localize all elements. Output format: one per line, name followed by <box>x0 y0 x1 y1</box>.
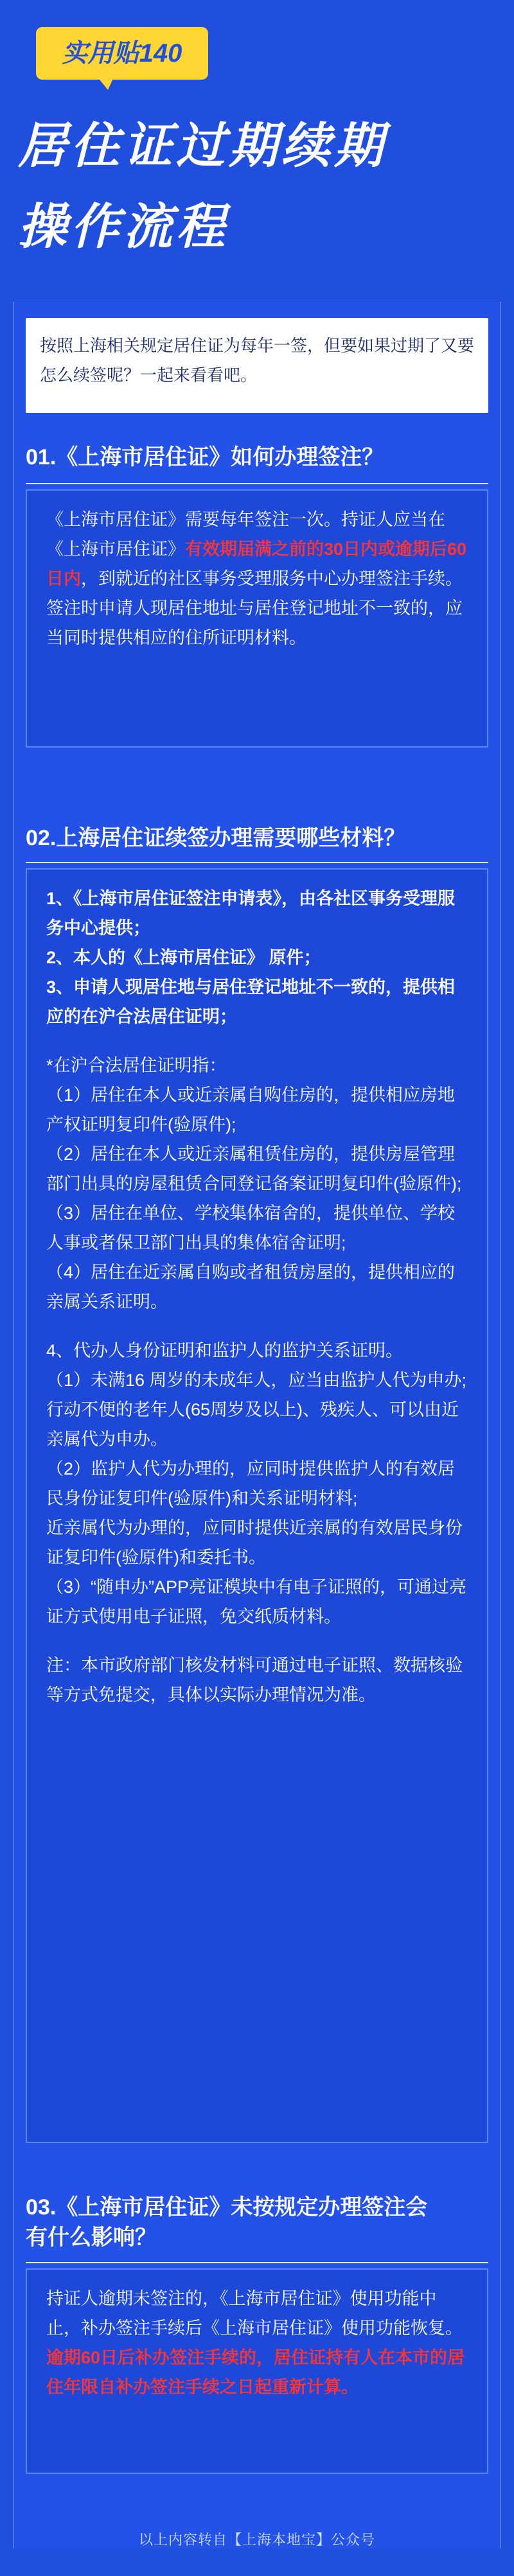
section-3-title-line-1: 03.《上海市居住证》未按规定办理签注会 <box>26 2195 428 2220</box>
intro-box: 按照上海相关规定居住证为每年一签，但要如果过期了又要怎么续签呢？一起来看看吧。 <box>26 318 488 413</box>
section-3-title-line-2: 有什么影响？ <box>26 2225 157 2250</box>
section-2-card <box>26 868 488 2143</box>
section-1-text-b: ，到就近的社区事务受理服务中心办理签注手续。签注时申请人现居住地址与居住登记地址不一致的，应当同时提供相应的住所证明材料。 <box>46 569 463 647</box>
section-3-highlight: 逾期60日后补办签注手续的，居住证持有人在本市的居住年限自补办签注手续之日起重新计算。 <box>46 2348 465 2397</box>
section-2-list-b: *在沪合法居住证明指： （1）居住在本人或近亲属自购住房的，提供相应房地产权证明复印件(验原件); （2）居住在本人或近亲属租赁住房的，提供房屋管理部门出具的房屋租赁合同登记备案证明复印件(验原件); （3）居住在单位、学校集体宿舍的，提供单位、学校人事或者保卫部门出具的集体宿舍证明; （4）居住在近亲属自购或者租赁房屋的，提供相应的亲属关系证明。 <box>46 1056 462 1311</box>
footer-credit: 以上内容转自【上海本地宝】公众号 <box>138 2532 375 2548</box>
tag-pointer-icon <box>96 76 114 90</box>
section-3-divider <box>26 2262 488 2263</box>
page-title-line-2: 操作流程 <box>18 200 229 254</box>
section-2-list-c: 4、代办人身份证明和监护人的监护关系证明。 （1）未满16 周岁的未成年人，应当由监护人代为申办;行动不便的老年人(65周岁及以上)、残疾人、可以由近亲属代为申办。 （2）监护人代为办理的，应同时提供监护人的有效居民身份证复印件(验原件)和关系证明材料; 近亲属代为办理的，应同时提供近亲属的有效居民身份证复印件(验原件)和委托书。 （3）“随申办”APP亮证模块中有电子证照的，可通过亮证方式使用电子证照，免交纸质材料。 <box>46 1341 467 1626</box>
section-1-highlight: 有效期届满之前的30日内或逾期后60日内 <box>46 539 467 588</box>
header <box>0 0 514 295</box>
page-title-line-1: 居住证过期续期 <box>18 119 387 173</box>
section-1-card <box>26 489 488 748</box>
section-3-text-a: 持证人逾期未签注的，《上海市居住证》使用功能中止，补办签注手续后《上海市居住证》使用功能恢复。 <box>46 2289 463 2338</box>
section-3-body <box>46 2284 468 2402</box>
section-1-text-a: 《上海市居住证》需要每年签注一次。持证人应当在《上海市居住证》 <box>46 510 445 559</box>
section-2-note: 注：本市政府部门核发材料可通过电子证照、数据核验等方式免提交，具体以实际办理情况为准。 <box>46 1656 463 1704</box>
section-2-title: 02.上海居住证续签办理需要哪些材料？ <box>26 826 406 850</box>
section-2-divider <box>26 862 488 863</box>
section-1-title: 01.《上海市居住证》如何办理签注？ <box>26 445 384 469</box>
section-1-body <box>46 505 468 653</box>
section-2-list-a: 1、《上海市居住证签注申请表》，由各社区事务受理服务中心提供； 2、本人的《上海市居住证》 原件； 3、申请人现居住地与居住登记地址不一致的，提供相应的在沪合法居住证明； <box>46 889 456 1026</box>
article-tag: 实用贴140 <box>36 27 208 80</box>
section-1-divider <box>26 483 488 484</box>
section-3-card <box>26 2268 488 2474</box>
